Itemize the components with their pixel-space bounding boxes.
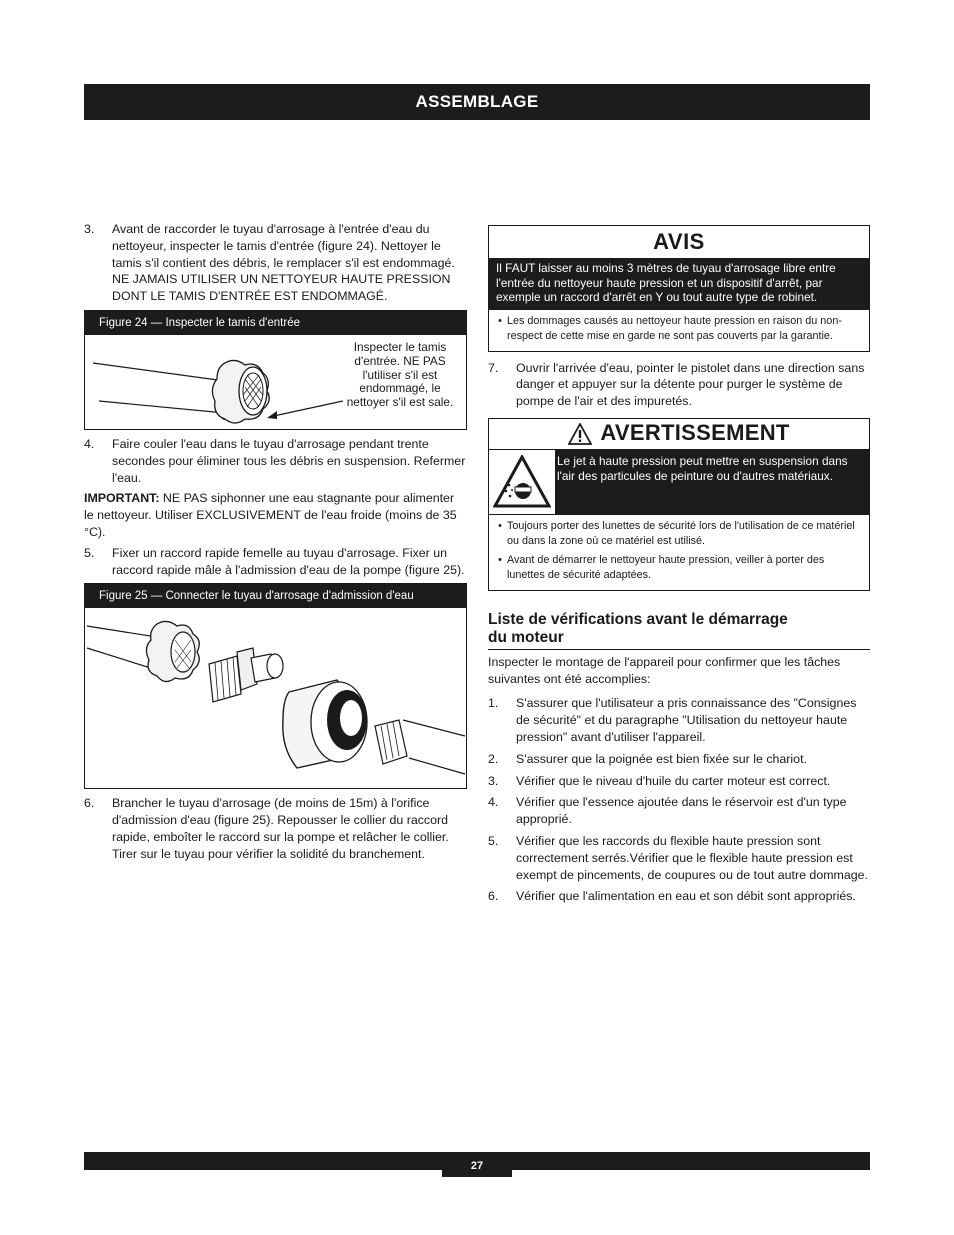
- notice-bullets: [489, 310, 869, 351]
- heading-line-1: Liste de vérifications avant le démarrage: [488, 610, 788, 628]
- warning-title: AVERTISSEMENT: [600, 420, 790, 446]
- warning-header: [489, 419, 869, 449]
- item-number: 5.: [488, 834, 499, 849]
- left-column: [84, 221, 467, 867]
- item-text: Vérifier que l'essence ajoutée dans le réservoir est d'un type approprié.: [516, 795, 847, 827]
- warning-content: [489, 449, 869, 514]
- step-text: Faire couler l'eau dans le tuyau d'arrosage pendant trente secondes pour éliminer tous les débris en suspension. Refermer l'eau.: [112, 436, 466, 485]
- item-number: 1.: [488, 696, 499, 711]
- figure-25: [84, 583, 467, 789]
- important-note: [84, 490, 467, 540]
- step-3: [84, 221, 467, 305]
- right-column: [488, 225, 870, 910]
- checklist-item-5: [488, 833, 870, 883]
- eye-protection-pictogram: [489, 449, 555, 514]
- section-header: ASSEMBLAGE: [84, 84, 870, 120]
- bullet-text: Les dommages causés au nettoyeur haute pression en raison du non-respect de cette mise en garde ne sont pas couverts par la garantie.: [507, 314, 842, 342]
- warning-box: [488, 418, 870, 591]
- step-number: 6.: [84, 796, 95, 811]
- step-text: Avant de raccorder le tuyau d'arrosage à l'entrée d'eau du nettoyeur, inspecter le tamis d'entrée (figure 24). Nettoyer le tamis s'il contient des débris, le remplacer s'il est endommagé. NE JAMAIS UTILISER UN NETTOYEUR HAUTE PRESSION DONT LE TAMIS D'ENTRÉE EST ENDOMMAGÉ.: [112, 222, 455, 304]
- warning-triangle-icon: [568, 423, 592, 445]
- step-text: Fixer un raccord rapide femelle au tuyau d'arrosage. Fixer un raccord rapide mâle à l'admission d'eau de la pompe (figure 25).: [112, 545, 465, 577]
- bullet-dot: •: [498, 314, 502, 327]
- step-text: Ouvrir l'arrivée d'eau, pointer le pistolet dans une direction sans danger et appuyer sur la détente pour purger le système de pompe de l'air et des impuretés.: [516, 360, 865, 409]
- step-6: [84, 795, 467, 862]
- item-text: S'assurer que l'utilisateur a pris connaissance des "Consignes de sécurité" et du paragraphe "Utilisation du nettoyeur haute pression" avant d'utiliser l'appareil.: [516, 696, 857, 745]
- checklist-intro: Inspecter le montage de l'appareil pour confirmer que les tâches suivantes ont été accomplies:: [488, 654, 841, 686]
- figure-25-illustration: [85, 608, 466, 788]
- step-7: [488, 360, 870, 410]
- item-number: 6.: [488, 889, 499, 904]
- figure-24-note: Inspecter le tamis d'entrée. NE PAS l'utiliser s'il est endommagé, le nettoyer s'il est sale.: [346, 339, 454, 410]
- important-text: NE PAS siphonner une eau stagnante pour alimenter le nettoyeur. Utiliser EXCLUSIVEMENT de l'eau froide (moins de 35 °C).: [84, 491, 457, 539]
- step-5: [84, 545, 467, 579]
- item-number: 4.: [488, 795, 499, 810]
- bullet-text: Avant de démarrer le nettoyeur haute pression, veiller à porter des lunettes de sécurité adaptées.: [507, 553, 825, 581]
- item-text: S'assurer que la poignée est bien fixée sur le chariot.: [516, 751, 807, 766]
- notice-message: Il FAUT laisser au moins 3 mètres de tuyau d'arrosage libre entre l'entrée du nettoyeur haute pression et un dispositif d'arrêt, par exemple un raccord d'arrêt en Y ou tout autre type de robinet.: [489, 258, 869, 310]
- heading-line-2: du moteur: [488, 629, 564, 647]
- checklist-item-3: [488, 773, 870, 790]
- checklist-heading: [488, 611, 870, 650]
- notice-title: AVIS: [489, 226, 869, 258]
- list-item: [493, 314, 861, 344]
- list-item: [493, 553, 861, 583]
- item-number: 3.: [488, 773, 499, 788]
- bullet-dot: •: [498, 519, 502, 532]
- step-4: [84, 436, 467, 486]
- important-label: IMPORTANT:: [84, 491, 160, 506]
- hose-connector-illustration: [85, 608, 466, 788]
- item-text: Vérifier que le niveau d'huile du carter moteur est correct.: [516, 773, 831, 788]
- item-text: Vérifier que les raccords du flexible haute pression sont correctement serrés.Vérifier que le flexible haute pression est exempt de pincements, de coupures ou de tout autre dommage.: [516, 834, 868, 882]
- checklist-item-1: [488, 695, 870, 745]
- notice-box: [488, 225, 870, 352]
- item-number: 2.: [488, 751, 499, 766]
- figure-caption: Figure 25 — Connecter le tuyau d'arrosage d'admission d'eau: [85, 584, 466, 608]
- page-number: 27: [442, 1152, 512, 1177]
- step-number: 7.: [488, 360, 499, 375]
- step-number: 4.: [84, 436, 95, 451]
- step-number: 5.: [84, 545, 95, 560]
- item-text: Vérifier que l'alimentation en eau et son débit sont appropriés.: [516, 889, 856, 904]
- step-number: 3.: [84, 222, 95, 236]
- figure-24: [84, 310, 467, 430]
- checklist-item-4: [488, 794, 870, 828]
- checklist-item-2: [488, 751, 870, 768]
- list-item: [493, 519, 861, 549]
- figure-24-illustration: [85, 335, 466, 429]
- bullet-text: Toujours porter des lunettes de sécurité lors de l'utilisation de ce matériel ou dans la zone où ce matériel est utilisé.: [507, 519, 855, 547]
- warning-bullets: [489, 514, 869, 590]
- bullet-dot: •: [498, 553, 502, 566]
- figure-caption: Figure 24 — Inspecter le tamis d'entrée: [85, 311, 466, 335]
- step-text: Brancher le tuyau d'arrosage (de moins de 15m) à l'orifice d'admission d'eau (figure 25). Repousser le collier du raccord rapide, emboîter le raccord sur la pompe et relâcher le collier. Tirer sur le tuyau pour vérifier la solidité du branchement.: [112, 796, 449, 861]
- eye-hazard-icon: [493, 455, 551, 509]
- warning-message: Le jet à haute pression peut mettre en suspension dans l'air des particules de peinture ou d'autres matériaux.: [555, 449, 869, 514]
- checklist-item-6: [488, 888, 870, 905]
